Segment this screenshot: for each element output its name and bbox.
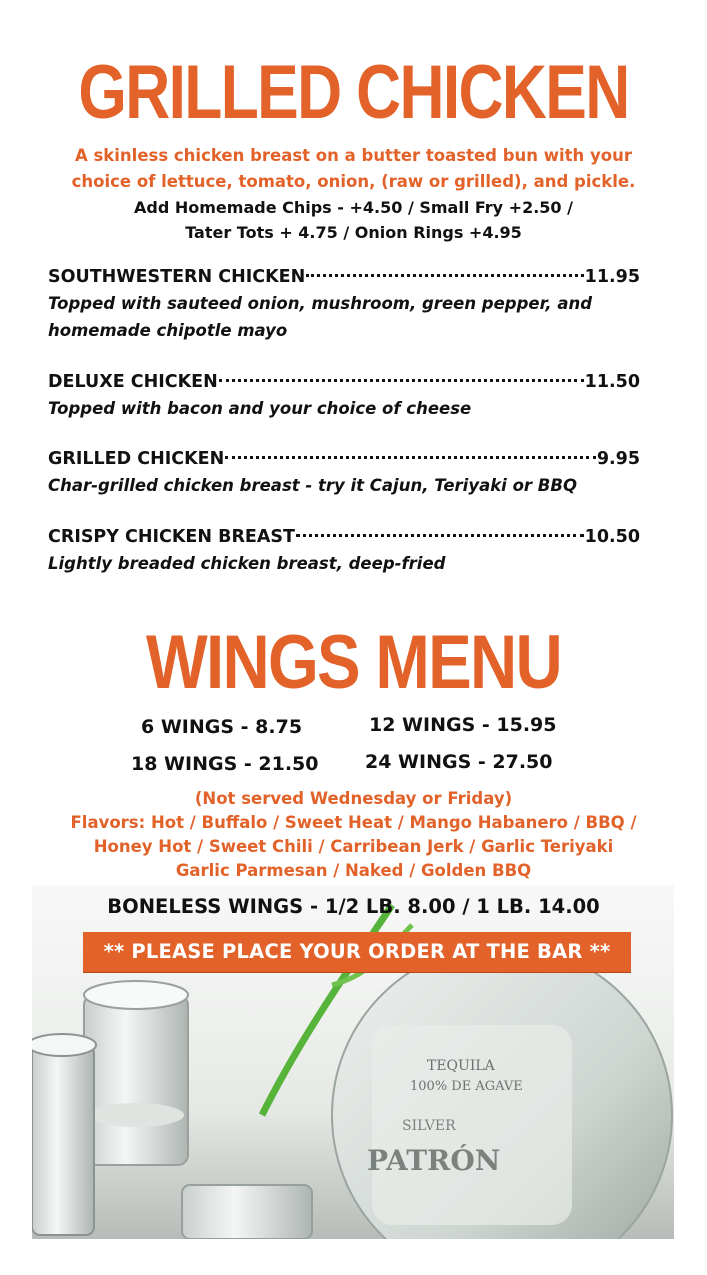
menu-item-southwestern-chicken [48,259,640,344]
wings-flavors-line-3: Garlic Parmesan / Naked / Golden BBQ [175,861,532,880]
menu-item-crispy-chicken-breast [48,519,640,577]
boneless-wings-price: BONELESS WINGS - 1/2 LB. 8.00 / 1 LB. 14.00 [107,895,600,918]
item-description: Topped with bacon and your choice of cheese [48,399,472,418]
wings-details [0,787,707,883]
addons-line-2: Tater Tots + 4.75 / Onion Rings +4.95 [185,223,522,242]
wings-menu-title: WINGS MENU [146,620,561,705]
item-name: CRISPY CHICKEN BREAST [48,527,295,547]
item-description: Char-grilled chicken breast - try it Cajun, Teriyaki or BBQ [48,476,577,495]
order-at-bar-banner [83,932,631,972]
addons-line-1: Add Homemade Chips - +4.50 / Small Fry +2.50 / [134,198,573,217]
item-price: 9.95 [596,449,640,469]
item-name: GRILLED CHICKEN [48,449,225,469]
wings-flavors-line-2: Honey Hot / Sweet Chili / Carribean Jerk / Garlic Teriyaki [93,837,614,856]
item-description: Lightly breaded chicken breast, deep-fried [48,554,446,573]
item-description-cont: homemade chipotle mayo [48,321,288,340]
wing-price-18: 18 WINGS - 21.50 [131,753,319,775]
intro-line-1: A skinless chicken breast on a butter toasted bun with your [74,146,633,165]
menu-item-deluxe-chicken [48,364,640,422]
item-price: 11.50 [584,372,640,392]
item-price: 10.50 [584,527,640,547]
item-name: DELUXE CHICKEN [48,372,218,392]
dot-leader [296,514,584,537]
wings-availability-note: (Not served Wednesday or Friday) [194,789,513,808]
grilled-chicken-intro [0,143,707,245]
wing-price-12: 12 WINGS - 15.95 [369,714,557,736]
bottle-label-line-3: SILVER [402,1118,456,1134]
dot-leader [306,254,583,277]
wings-flavors-line-1: Flavors: Hot / Buffalo / Sweet Heat / Mango Habanero / BBQ / [70,813,637,832]
dot-leader [225,436,596,459]
dot-leader [219,359,584,382]
wing-price-24: 24 WINGS - 27.50 [365,751,553,773]
item-price: 11.95 [584,267,640,287]
bottle-label-line-2: 100% DE AGAVE [410,1079,523,1094]
menu-item-grilled-chicken [48,441,640,499]
grilled-chicken-title: GRILLED CHICKEN [78,50,629,135]
order-at-bar-text: ** PLEASE PLACE YOUR ORDER AT THE BAR ** [103,940,611,963]
item-name: SOUTHWESTERN CHICKEN [48,267,306,287]
wing-price-6: 6 WINGS - 8.75 [141,716,303,738]
bottle-label-line-4: PATRÓN [367,1144,501,1177]
bottle-label-line-1: TEQUILA [427,1058,495,1074]
item-description: Topped with sauteed onion, mushroom, green pepper, and [48,294,593,313]
intro-line-2: choice of lettuce, tomato, onion, (raw or grilled), and pickle. [71,172,636,191]
